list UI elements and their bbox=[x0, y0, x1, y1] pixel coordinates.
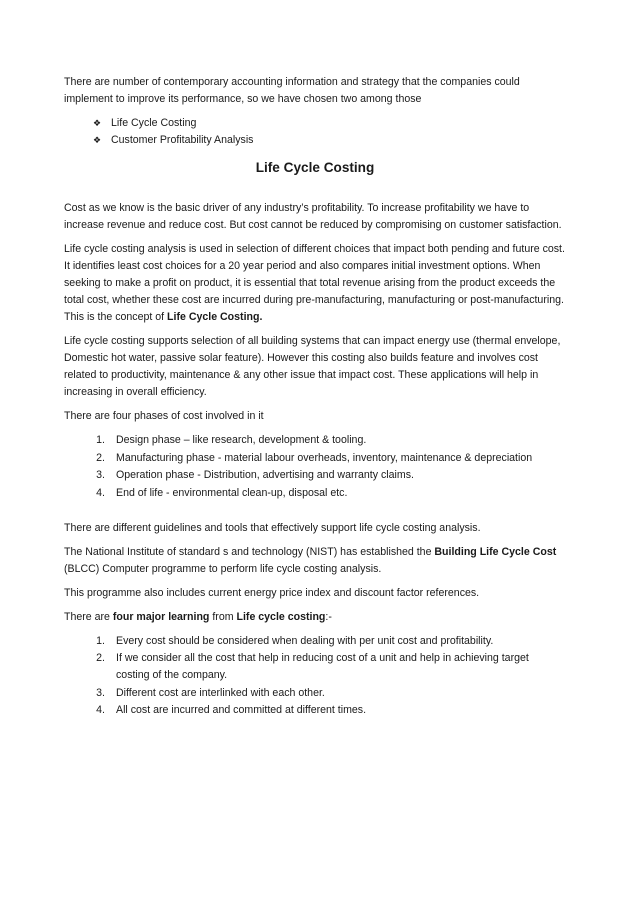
list-item: 3. Different cost are interlinked with each other. bbox=[96, 686, 325, 699]
diamond-bullet-icon: ❖ bbox=[93, 135, 102, 145]
phases-intro: There are four phases of cost involved in it bbox=[64, 410, 264, 422]
paragraph-building-systems: Life cycle costing supports selection of all building systems that can impact energy use (thermal envelope, Domestic hot water, passive solar feature). However this costing also builds feature and involves cost related to productivity, maintenance & any other issue that impact cost. These applications will help in increasing in overall efficiency. bbox=[64, 335, 561, 398]
list-item: 4. End of life - environmental clean-up, disposal etc. bbox=[96, 486, 348, 499]
paragraph-programme: This programme also includes current energy price index and discount factor references. bbox=[64, 586, 480, 599]
list-item: ❖ Customer Profitability Analysis bbox=[93, 132, 566, 149]
diamond-bullet-icon: ❖ bbox=[93, 118, 102, 128]
list-item: 4. All cost are incurred and committed at different times. bbox=[96, 704, 367, 716]
learning-intro: There are four major learning from Life cycle costing:- bbox=[64, 610, 332, 623]
learning-list bbox=[64, 633, 566, 720]
intro-paragraph: There are number of contemporary accounting information and strategy that the companies could implement to improve its performance, so we have chosen two among those bbox=[64, 76, 520, 105]
list-item: 3. Operation phase - Distribution, advertising and warranty claims. bbox=[96, 469, 414, 481]
list-item: 1. Design phase – like research, development & tooling. bbox=[96, 434, 367, 446]
list-item: 1. Every cost should be considered when dealing with per unit cost and profitability. bbox=[96, 634, 494, 647]
list-item: 2. If we consider all the cost that help in reducing cost of a unit and help in achieving target costing of the company. bbox=[96, 652, 529, 681]
phases-list bbox=[64, 432, 566, 502]
intro-bullet-list bbox=[64, 115, 566, 149]
paragraph-nist: The National Institute of standard s and technology (NIST) has established the Building Life Cycle Cost (BLCC) Computer programme to perform life cycle costing analysis. bbox=[64, 545, 557, 575]
paragraph-guidelines: There are different guidelines and tools that effectively support life cycle costing analysis. bbox=[64, 521, 481, 534]
list-item: 2. Manufacturing phase - material labour overheads, inventory, maintenance & depreciation bbox=[96, 451, 533, 464]
paragraph-lcc-analysis: Life cycle costing analysis is used in selection of different choices that impact both pending and future cost. It identifies least cost choices for a 20 year period and also compares initial investment options. When seeking to make a profit on product, it is essential that total revenue arising from the product exceeds the total cost, whether these cost are incurred during pre-manufacturing, manufacturing or post-manufacturing. This is the concept of Life Cycle Costing. bbox=[64, 243, 565, 323]
paragraph-cost-driver: Cost as we know is the basic driver of any industry’s profitability. To increase profitability we have to increase revenue and reduce cost. But cost cannot be reduced by compromising on customer satisfaction. bbox=[64, 202, 562, 231]
section-heading: Life Cycle Costing bbox=[255, 160, 375, 175]
list-item: ❖ Life Cycle Costing bbox=[93, 115, 566, 132]
